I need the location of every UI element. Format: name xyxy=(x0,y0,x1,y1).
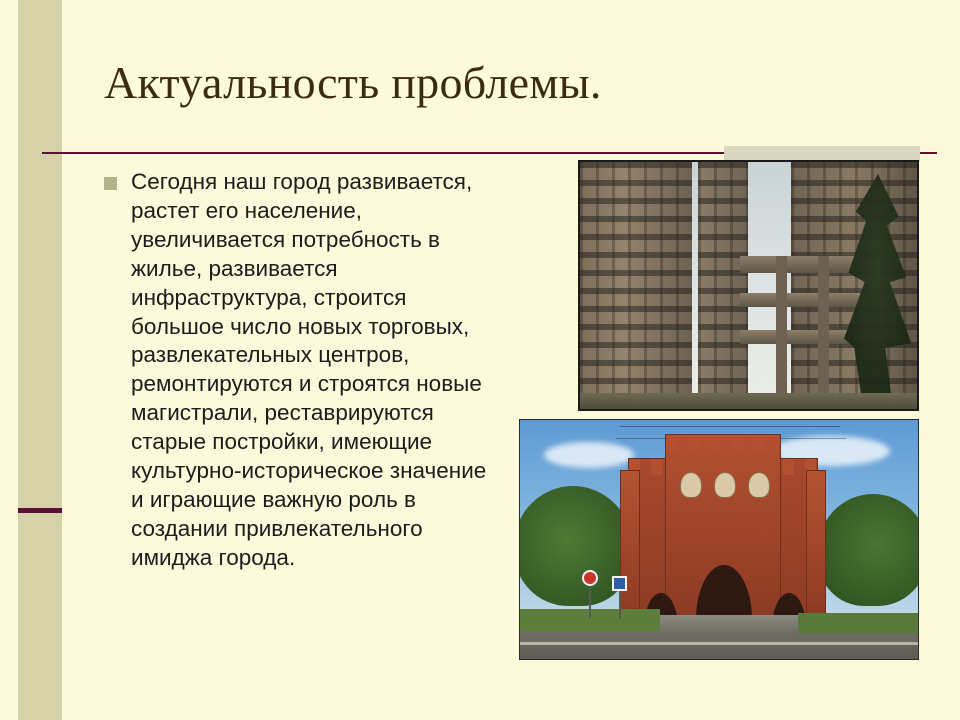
pedestrian-crossing-sign-icon xyxy=(612,576,627,591)
bullet-item-text: Сегодня наш город развивается, растет его население, увеличивается потребность в жилье, развивается инфраструктура, строится большое число новых торговых, развлекательных центров, ремонтируются и строятся новые магистрали, реставрируются старые постройки, имеющие культурно-историческое значение и играющие важную роль в создании привлекательного имиджа города. xyxy=(131,169,487,570)
medallion xyxy=(748,472,770,498)
sign-pole xyxy=(619,591,621,619)
skybridge-upper xyxy=(740,256,860,273)
bullet-marker-icon xyxy=(104,177,117,190)
bullet-list xyxy=(104,168,504,573)
ground-strip xyxy=(580,393,917,409)
grass-right xyxy=(798,613,918,633)
window-grid-right xyxy=(791,162,917,409)
medallion xyxy=(714,472,736,498)
bridge-pillar-left xyxy=(776,256,787,409)
medallion xyxy=(680,472,702,498)
gate-turret-right xyxy=(806,470,826,616)
road-marking xyxy=(520,642,918,645)
brick-gate-photo xyxy=(519,419,919,660)
modern-concrete-buildings-photo xyxy=(578,160,919,411)
gate-medallions xyxy=(680,472,770,498)
left-decorative-band xyxy=(0,0,62,720)
building-right xyxy=(791,162,917,409)
window-grid-mid xyxy=(698,162,748,409)
no-entry-sign-icon xyxy=(582,570,598,586)
gate-turret-left xyxy=(620,470,640,616)
window-grid-left xyxy=(580,162,692,409)
left-band-inner-strip xyxy=(0,0,18,720)
tree-right xyxy=(818,494,919,606)
building-left xyxy=(580,162,692,409)
bridge-pillar-right xyxy=(818,256,829,409)
building-mid xyxy=(698,162,748,409)
skybridge-lower xyxy=(740,330,860,344)
left-band-accent-stripe-mask xyxy=(0,508,18,513)
gate-central-crenellation xyxy=(666,435,780,451)
power-wire xyxy=(620,426,840,427)
skybridge-middle xyxy=(740,293,860,307)
sign-pole xyxy=(589,586,591,618)
cloud xyxy=(544,442,634,468)
page-title: Актуальность проблемы. xyxy=(104,57,602,108)
